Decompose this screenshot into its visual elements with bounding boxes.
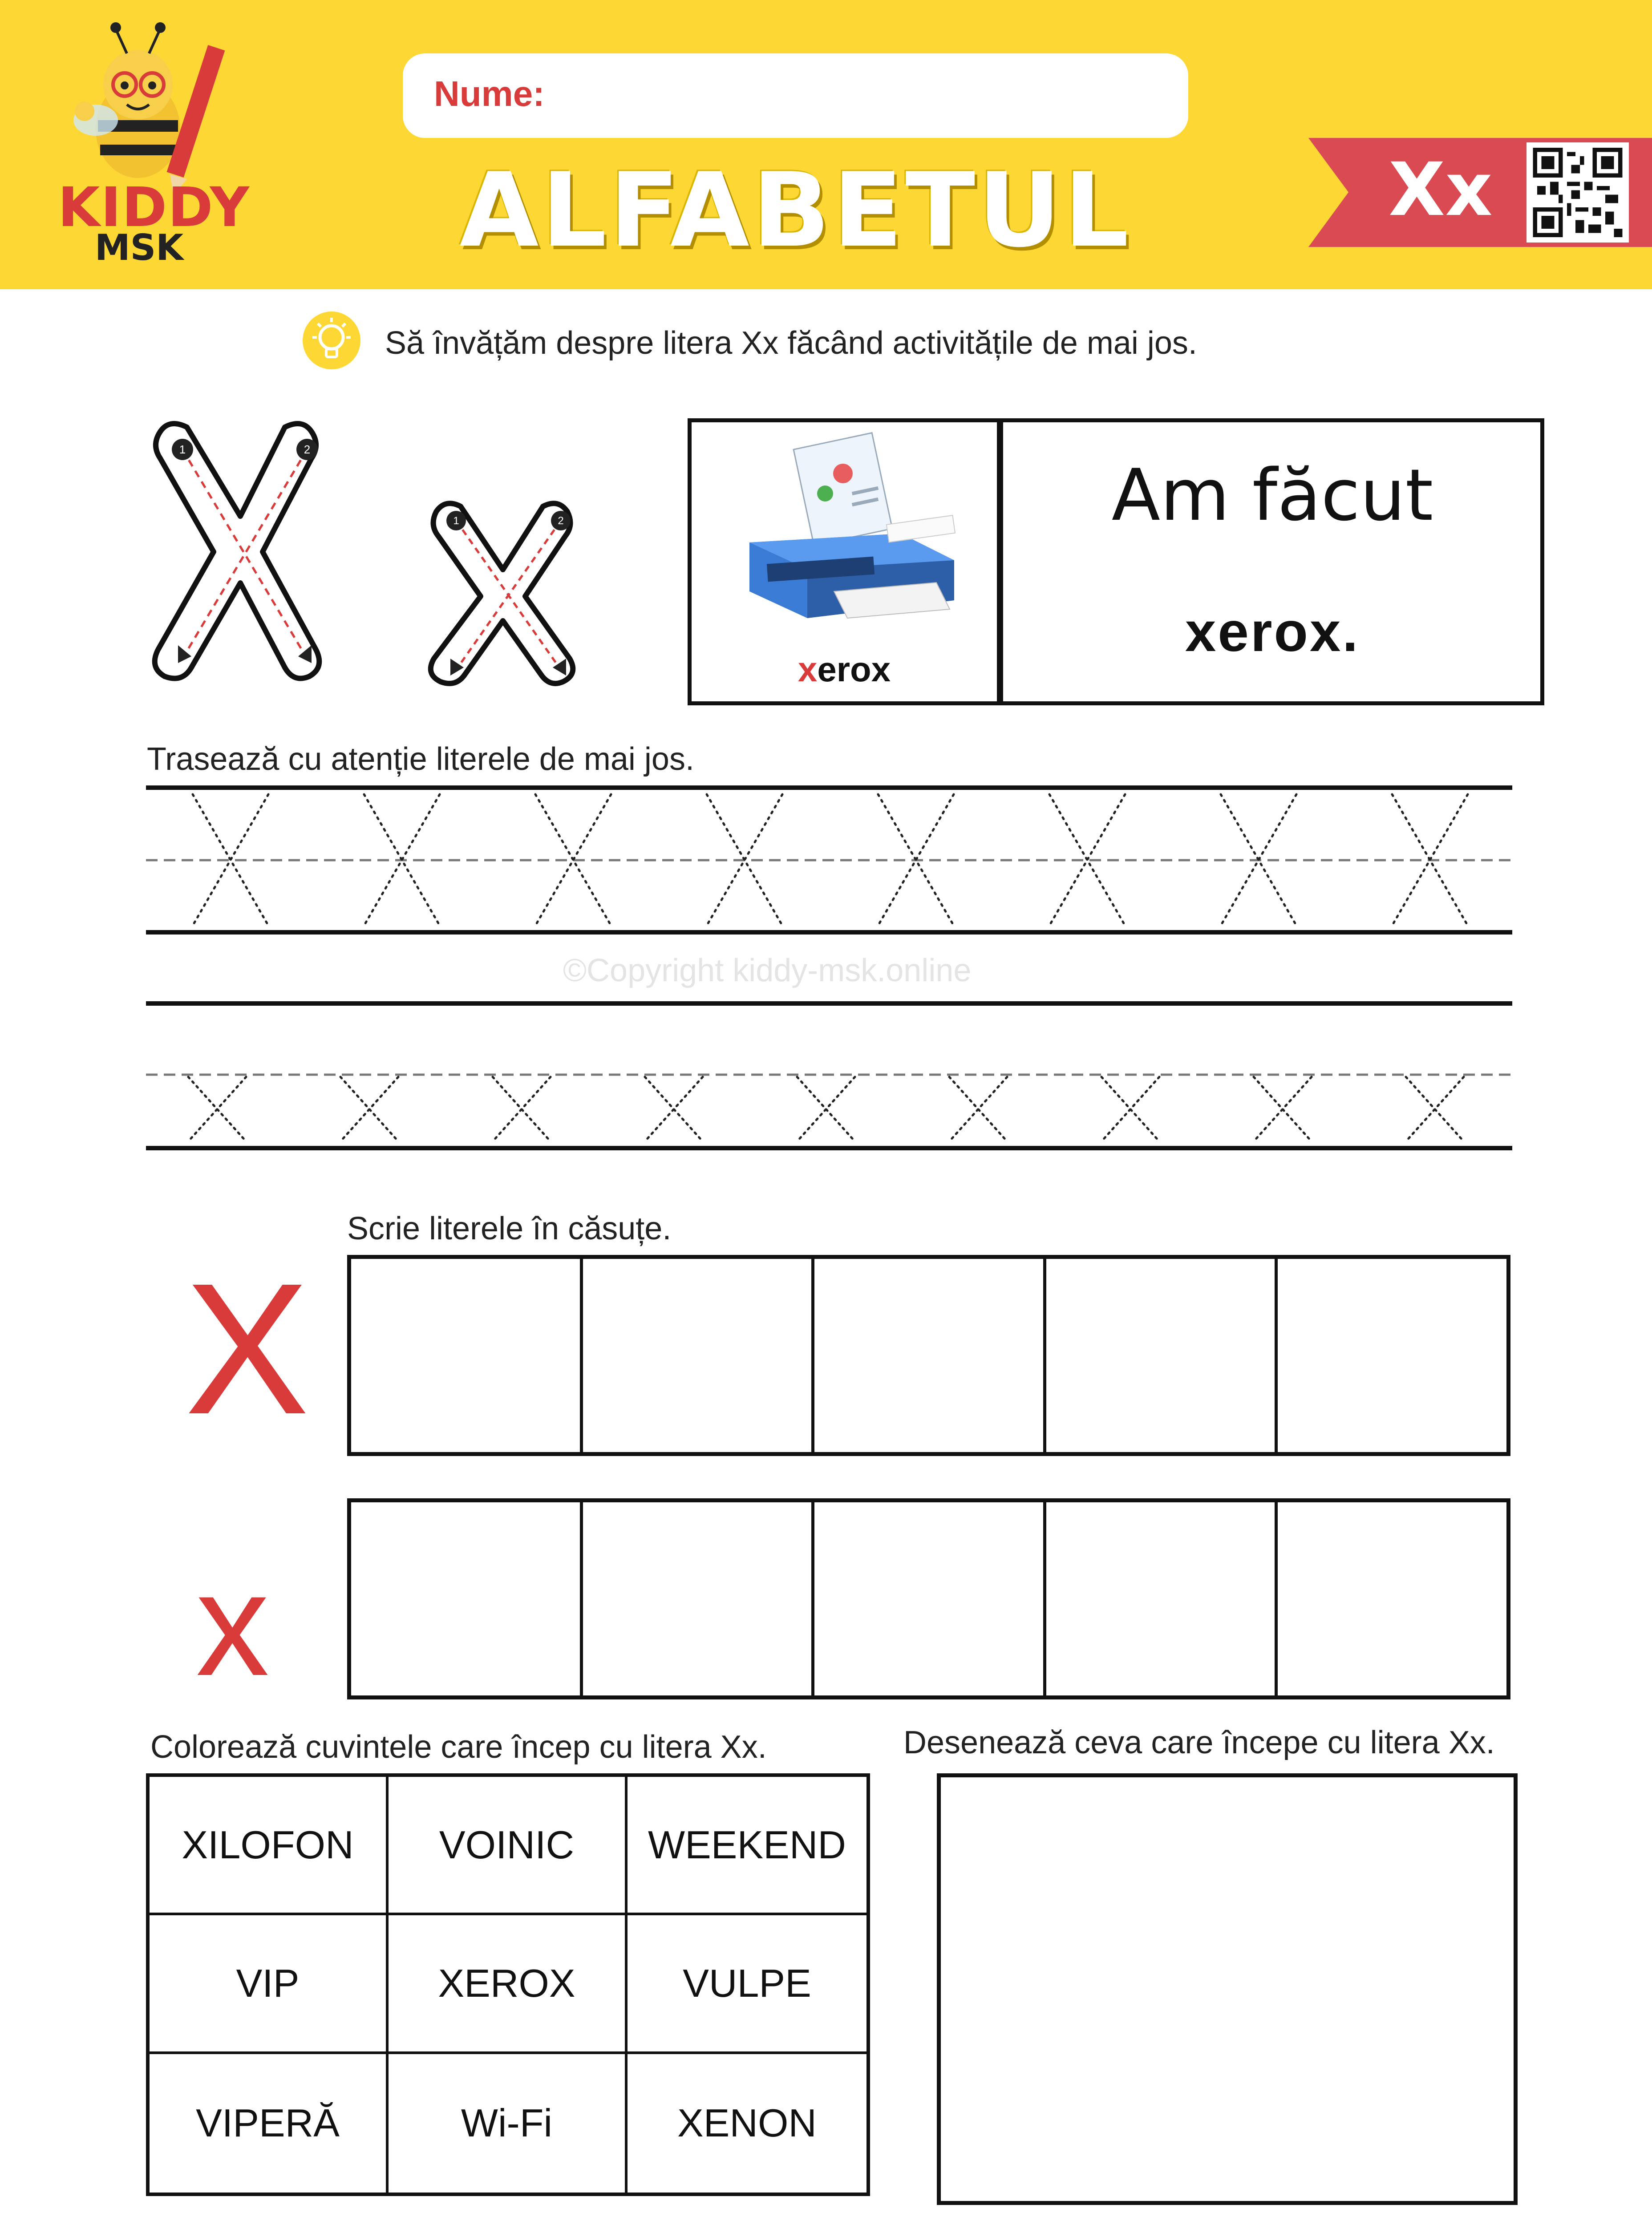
word-cell[interactable]: WEEKEND	[628, 1777, 866, 1915]
write-box[interactable]	[1046, 1259, 1278, 1452]
trace-letter-lower	[1254, 1077, 1312, 1141]
trace-letter-lower	[949, 1077, 1007, 1141]
svg-text:2: 2	[558, 515, 564, 527]
word-cell[interactable]: VIP	[150, 1915, 389, 2054]
card-word	[692, 649, 997, 690]
trace-letter-lower	[340, 1077, 398, 1141]
card-sentence-line-2: xerox.	[1185, 601, 1360, 663]
name-field[interactable]	[403, 53, 1188, 138]
uppercase-letter: X	[185, 1245, 310, 1453]
svg-text:1: 1	[453, 515, 459, 527]
word-cell[interactable]: XEROX	[389, 1915, 628, 2054]
uppercase-x-outline	[155, 424, 320, 679]
write-box[interactable]	[1278, 1259, 1506, 1452]
lightbulb-icon	[303, 312, 360, 369]
qr-code-icon	[1532, 148, 1624, 237]
card-word-first-letter: x	[798, 650, 818, 689]
svg-text:2: 2	[304, 443, 311, 456]
lowercase-trace-letters	[188, 1077, 1464, 1141]
trace-letter-upper	[878, 794, 954, 926]
logo-kiddy-text: KIDDY	[58, 176, 250, 239]
logo-msk-text: MSK	[95, 227, 184, 268]
write-box[interactable]	[351, 1259, 583, 1452]
write-box[interactable]	[1046, 1502, 1278, 1695]
trace-letter-lower	[645, 1077, 703, 1141]
card-word-rest: erox	[817, 650, 891, 689]
write-box[interactable]	[814, 1502, 1046, 1695]
page-title: ALFABETUL	[459, 151, 1132, 270]
trace-letter-lower	[1101, 1077, 1159, 1141]
letter-stroke-guide	[134, 409, 645, 703]
trace-letter-lower	[188, 1077, 246, 1141]
picture-card	[688, 418, 1544, 705]
write-box[interactable]	[1278, 1502, 1506, 1695]
trace-label: Trasează cu atenție literele de mai jos.	[147, 741, 694, 777]
write-box[interactable]	[583, 1259, 815, 1452]
lowercase-write-boxes[interactable]	[347, 1498, 1510, 1699]
card-sentence-line-1: Am făcut	[1111, 453, 1433, 537]
word-grid	[146, 1773, 870, 2196]
copyright-watermark: ©Copyright kiddy-msk.online	[563, 953, 972, 988]
write-box[interactable]	[583, 1502, 815, 1695]
trace-letter-lower	[1406, 1077, 1464, 1141]
intro-text: Să învățăm despre litera Xx făcând activitățile de mai jos.	[385, 325, 1197, 361]
word-cell[interactable]: VOINIC	[389, 1777, 628, 1915]
write-label: Scrie literele în căsuțe.	[347, 1211, 672, 1246]
badge-letters: Xx	[1389, 147, 1493, 232]
write-box[interactable]	[814, 1259, 1046, 1452]
uppercase-write-boxes[interactable]	[347, 1255, 1510, 1456]
card-divider	[997, 422, 1003, 701]
drawing-area[interactable]	[937, 1773, 1518, 2205]
word-cell[interactable]: XENON	[677, 2101, 817, 2145]
printer-icon	[741, 431, 963, 636]
lowercase-x-outline	[431, 503, 573, 684]
word-cell[interactable]: XILOFON	[150, 1777, 389, 1915]
trace-letter-upper	[364, 794, 440, 926]
svg-text:1: 1	[179, 443, 186, 456]
trace-letter-lower	[493, 1077, 551, 1141]
qr-code[interactable]	[1526, 142, 1629, 243]
draw-label: Desenează ceva care începe cu litera Xx.	[903, 1725, 1495, 1760]
word-cell[interactable]: Wi-Fi	[389, 2054, 628, 2193]
header-bar	[0, 0, 1652, 289]
trace-letter-lower	[797, 1077, 855, 1141]
word-cell[interactable]: VIPERĂ	[150, 2054, 389, 2193]
name-label: Nume:	[434, 74, 545, 113]
color-words-label: Colorează cuvintele care încep cu litera Xx.	[150, 1729, 767, 1765]
word-cell[interactable]: VULPE	[628, 1915, 866, 2054]
lowercase-letter: x	[196, 1542, 269, 1706]
write-box[interactable]	[351, 1502, 583, 1695]
